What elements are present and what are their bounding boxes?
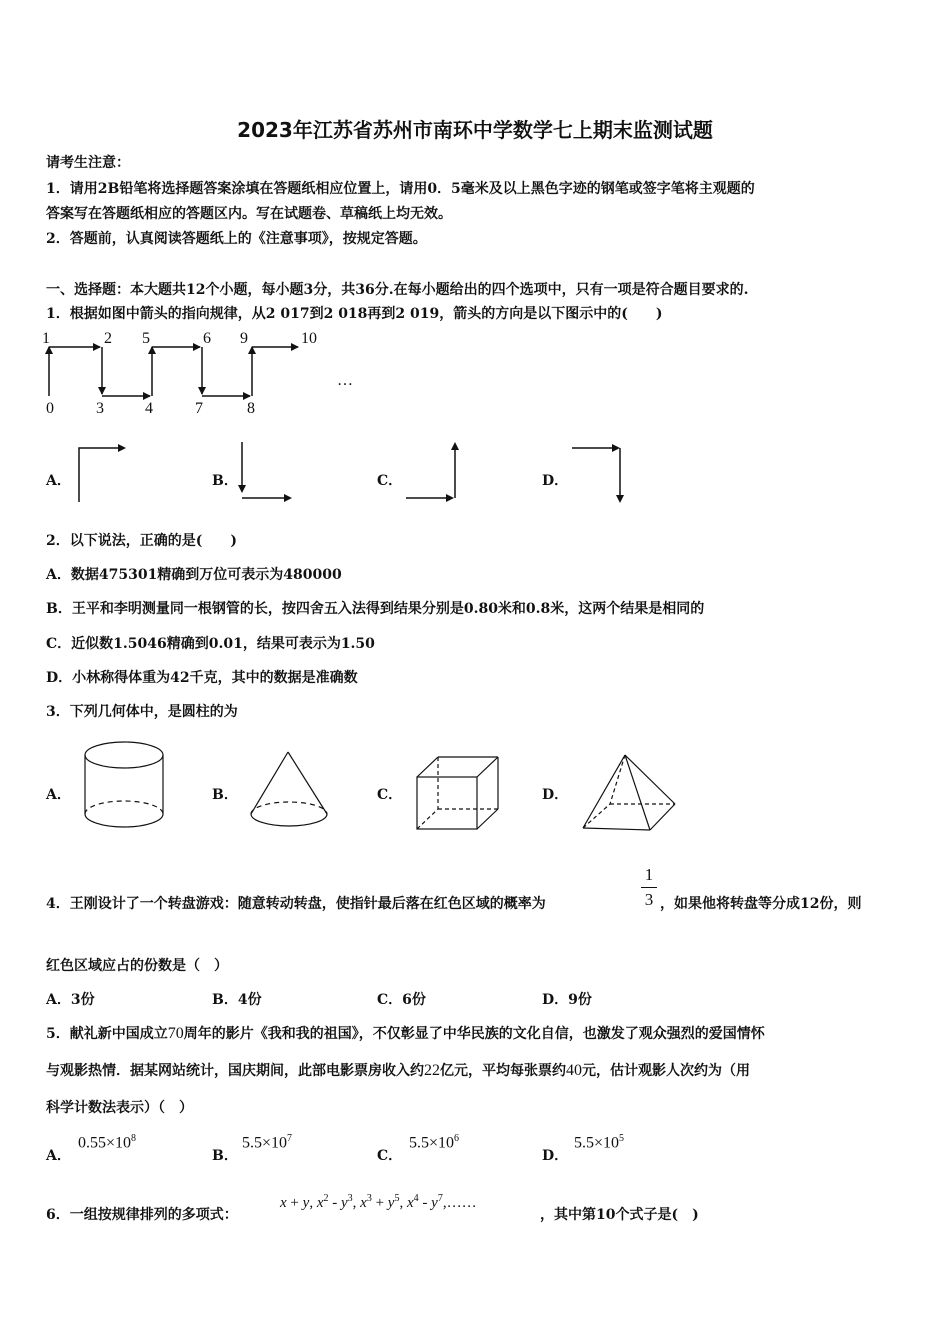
- seq-label: 2: [104, 330, 112, 347]
- seq-label: 9: [240, 330, 248, 347]
- cube-icon: [414, 755, 504, 835]
- seq-label: 10: [301, 330, 317, 347]
- q5-option-a-label: A．: [46, 1148, 71, 1164]
- notice-line-1a: 1．请用2B铅笔将选择题答案涂填在答题纸相应位置上，请用0．5毫米及以上黑色字迹的钢笔或签字笔将主观题的: [46, 181, 755, 197]
- q5-number-40: 40: [566, 1062, 582, 1079]
- cylinder-icon: [82, 740, 166, 830]
- q2-option-c: C．近似数1.5046精确到0.01，结果可表示为1.50: [46, 636, 375, 652]
- q5-text: 5．献礼新中国成立: [46, 1026, 168, 1042]
- q5-number-70: 70: [167, 1025, 184, 1042]
- seq-label: 6: [203, 330, 211, 347]
- q5-line-1: [46, 1023, 765, 1043]
- cone-icon: [248, 750, 332, 840]
- seq-label: 4: [145, 400, 153, 417]
- q4-option-c: C．6份: [377, 992, 426, 1008]
- q4-stem-part-3: 红色区域应占的份数是（ ）: [46, 958, 228, 974]
- q1-option-d-label: D．: [542, 473, 569, 489]
- q5-text: 与观影热情．据某网站统计，国庆期间，此部电影票房收入约: [46, 1063, 424, 1079]
- arrow-sequence-diagram: [40, 338, 360, 408]
- q5-text: 周年的影片《我和我的祖国》，不仅彰显了中华民族的文化自信，也激发了观众强烈的爱国情怀: [183, 1026, 765, 1042]
- q1-option-a-arrow-icon: [76, 440, 136, 505]
- q1-option-b-arrow-icon: [238, 440, 298, 505]
- q5-option-c-label: C．: [377, 1148, 403, 1164]
- q5-option-b-value: [242, 1133, 292, 1152]
- q5-option-d-value: [574, 1133, 624, 1152]
- sci-base: 5.5×10: [409, 1134, 455, 1152]
- page-title: 2023年江苏省苏州市南环中学数学七上期末监测试题: [237, 118, 713, 142]
- sci-exponent: 5: [619, 1133, 625, 1144]
- ellipsis: …: [337, 372, 353, 389]
- sci-exponent: 7: [287, 1133, 293, 1144]
- q1-option-c-label: C．: [377, 473, 403, 489]
- seq-label: 3: [96, 400, 104, 417]
- notice-line-2: 2．答题前，认真阅读答题纸上的《注意事项》，按规定答题。: [46, 231, 427, 247]
- q1-option-d-arrow-icon: [570, 440, 630, 505]
- q2-option-b: B．王平和李明测量同一根钢管的长，按四舍五入法得到结果分别是0.80米和0.8米，这两个结果是相同的: [46, 601, 705, 617]
- q4-stem-part-1: 4．王刚设计了一个转盘游戏：随意转动转盘，使指针最后落在红色区域的概率为: [46, 896, 546, 912]
- q1-option-b-label: B．: [212, 473, 238, 489]
- seq-label: 0: [46, 400, 54, 417]
- fraction-bar: [641, 887, 657, 888]
- pyramid-icon: [580, 752, 680, 832]
- q3-option-a-label: A．: [46, 787, 71, 803]
- q1-option-a-label: A．: [46, 473, 71, 489]
- seq-label: 5: [142, 330, 150, 347]
- q5-option-c-value: [409, 1133, 459, 1152]
- q2-option-a: A．数据475301精确到万位可表示为480000: [46, 567, 342, 583]
- fraction-numerator: 1: [644, 865, 654, 884]
- q5-text: 亿元，平均每张票约: [440, 1063, 566, 1079]
- q5-option-a-value: [78, 1133, 136, 1152]
- q3-option-b-label: B．: [212, 787, 238, 803]
- notice-line-1b: 答案写在答题纸相应的答题区内。写在试题卷、草稿纸上均无效。: [46, 206, 452, 222]
- q3-option-c-label: C．: [377, 787, 403, 803]
- q2-option-d: D．小林称得体重为42千克，其中的数据是准确数: [46, 670, 358, 686]
- sci-base: 5.5×10: [242, 1134, 288, 1152]
- sci-exponent: 6: [454, 1133, 460, 1144]
- q4-fraction: [641, 865, 657, 910]
- q5-line-2: [46, 1060, 750, 1080]
- notice-heading: 请考生注意：: [46, 155, 130, 171]
- q1-option-c-arrow-icon: [404, 440, 464, 505]
- q5-line-3: 科学计数法表示）（ ）: [46, 1100, 193, 1116]
- q4-stem-part-2: ，如果他将转盘等分成12份，则: [660, 896, 862, 912]
- q5-option-b-label: B．: [212, 1148, 238, 1164]
- sci-base: 5.5×10: [574, 1134, 620, 1152]
- q6-stem: 6．一组按规律排列的多项式：: [46, 1207, 238, 1223]
- fraction-denominator: 3: [644, 890, 654, 909]
- q2-stem: 2．以下说法，正确的是( ): [46, 533, 237, 549]
- sci-exponent: 8: [131, 1133, 137, 1144]
- q6-polynomial-sequence: x + y, $x^2 - y^3$, $x^3 + y^5$, $x^4$ - $y^7,\dots\dots$: [280, 1193, 477, 1211]
- q4-option-d: D．9份: [542, 992, 592, 1008]
- q6-stem-tail: ，其中第10个式子是( ): [540, 1207, 699, 1223]
- sci-base: 0.55×10: [78, 1134, 132, 1152]
- q5-option-d-label: D．: [542, 1148, 569, 1164]
- seq-label: 7: [195, 400, 203, 417]
- section-heading: 一、选择题：本大题共12个小题，每小题3分，共36分.在每小题给出的四个选项中，只有一项是符合题目要求的.: [46, 282, 749, 298]
- q3-option-d-label: D．: [542, 787, 569, 803]
- q1-stem: 1．根据如图中箭头的指向规律，从2 017到2 018再到2 019，箭头的方向是以下图示中的( ): [46, 306, 663, 322]
- q4-option-b: B．4份: [212, 992, 262, 1008]
- q5-text: 元，估计观影人次约为（用: [582, 1063, 750, 1079]
- seq-label: 1: [42, 330, 50, 347]
- q4-option-a: A．3份: [46, 992, 95, 1008]
- q3-stem: 3．下列几何体中，是圆柱的为: [46, 704, 238, 720]
- seq-label: 8: [247, 400, 255, 417]
- q5-number-22: 22: [424, 1062, 440, 1079]
